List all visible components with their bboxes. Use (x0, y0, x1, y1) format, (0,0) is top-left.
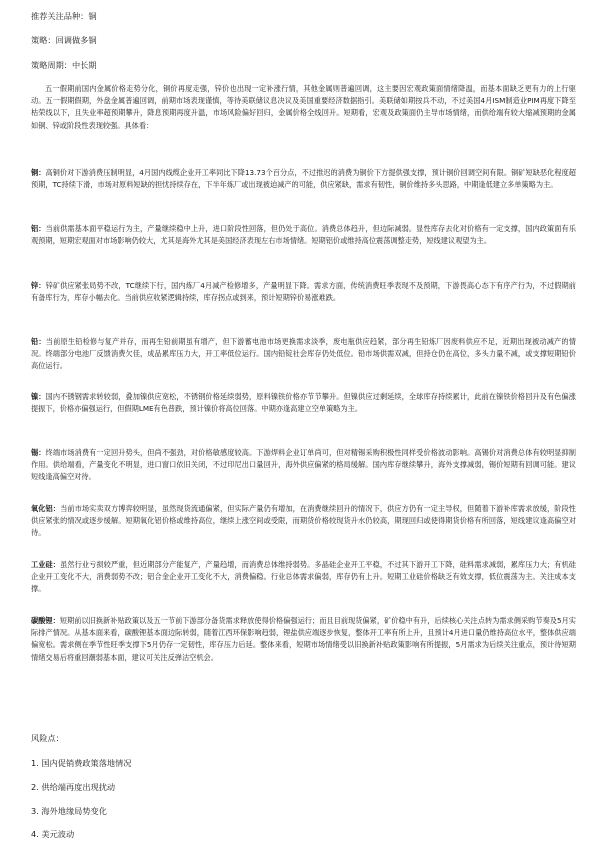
risk-title: 风险点： (31, 733, 64, 743)
metal-text: 国内不锈钢需求转较弱，叠加镍供应宽松，不锈钢价格延续弱势，原料镍铁价格亦节节攀升。但镍供应过剩延续，全球库存持续累计，此前在镍铁价格回升及有色偏涨提振下，价格亦偏强运行，但假期LME有色普跌，预计镍价将高位回落。中期亦逢高建立空单策略为主。 (31, 392, 576, 414)
metal-name: 铅： (31, 337, 46, 346)
recommend-line: 推荐关注品种：铜 (31, 11, 97, 21)
intro-paragraph: 五一假期前国内金属价格走势分化，铜价再度走强，锌价也出现一定补涨行情，其他金属则普遍回调，这主要因宏观政策面情绪降温，而基本面缺乏更有力的上行驱动。五一假期假期，外盘金属普遍回调，前期市场表现谨慎，等待美联储议息决议及美国重要经济数据指引。美联储如期按兵不动，不过美国4月ISM制造业PIM再度下降至枯荣线以下，且失业率超预期攀升，降息预期再度升温，市场风险偏好回归，金属价格全线回升。短期看，宏观及政策面仍主导市场情绪，而供给端有较大缩减预期的金属如铜、锌或阶段性表现较强。具体看： (31, 84, 576, 130)
metal-paragraph-zinc (31, 280, 576, 304)
metal-paragraph-nickel (31, 391, 576, 415)
metal-text: 短期前以旧换新补贴政策以及五一节前下游部分备货需求释放使得价格偏强运行；而且目前现货偏紧，矿价稳中有升，后续核心关注点转为需求侧采购节奏及5月实际排产情况。从基本面来看，碳酸锂基本面边际转弱，随着江西环保影响趋弱，锂盐供应端逐步恢复，整体开工率有所上升，且预计4月进口量仍维持高位水平，整体供应端偏宽松。需求侧在季节性旺季支撑下5月仍存一定韧性，库存压力后延。整体来看，短期市场情绪受以旧换新补贴政策影响有所提振，5月需求为后续关注重点，预计待短期情绪交易后将重回潮弱基本面，建议可关注反弹沽空机会。 (31, 616, 576, 662)
metal-name: 碳酸锂： (31, 616, 60, 625)
metal-paragraph-silicon (31, 559, 576, 596)
metal-name: 铝： (31, 224, 46, 233)
risk-item: 4. 美元波动 (31, 829, 75, 839)
metal-text: 当前原生铅检修与复产并存，而再生铅前期虽有增产，但下游蓄电池市场更换需求淡季，废电瓶供应趋紧，部分再生铅炼厂因废料供应不足，近期出现被动减产的情况。终端部分电池厂反馈消费欠佳，成品累库压力大，开工率低位运行。国内铅锭社会库存仍处低位。铅市场供需双减，但持仓仍在高位，多头力量不减，或支撑短期铅价高位运行。 (31, 337, 576, 371)
metal-text: 高铜价对下游消费压制明显，4月国内线缆企业开工率同比下降13.73个百分点，不过推迟的消费为铜价下方提供强支撑，预计铜价回调空间有限。铜矿短缺恶化程度超预期，TC持续下滑，市场对原料短缺的担忧持续存在，下半年炼厂或出现被迫减产的可能，供应紧缺，需求有韧性，铜价维持多头思路，中期逢低建立多单策略为主。 (31, 168, 576, 190)
metal-name: 镍： (31, 392, 46, 401)
metal-text: 锌矿供应紧张局势不改，TC继续下行，国内炼厂4月减产检修增多，产量明显下降。需求方面，传统消费旺季表现不及预期，下游畏高心态下有序产行为，不过假期前有备库行为，库存小幅去化。当前供应收紧逻辑持续，库存拐点或到来，预计短期锌价易涨难跌。 (31, 281, 576, 303)
risk-item: 3. 海外地缘局势变化 (31, 806, 107, 816)
risk-item: 2. 供给端再度出现扰动 (31, 782, 116, 792)
period-line: 策略周期：中长期 (31, 60, 97, 70)
metal-paragraph-lead (31, 336, 576, 373)
metal-name: 锡： (31, 448, 46, 457)
metal-text: 当前市场实卖双方博弈较明显，虽然现货流通偏紧，但实际产量仍有增加，在消费继续回升的情况下，供应方仍有一定主导权，但随着下游补库需求放缓，阶段性供应紧张的情况或逐步缓解。短期氧化铝价格或维持高位，继续上涨空间或受限，而期货价格较现货升水仍较高，期现回归或使得期货价格有所回落，短线建议逢高偏空对待。 (31, 504, 576, 538)
metal-text: 当前供需基本面平稳运行为主，产量继续稳中上升，进口阶段性回落，但仍处于高位。消费总体趋升，但边际减弱。显性库存去化对价格有一定支撑，国内政策面有乐观预期，短期宏观面对市场影响仍较大，尤其是海外尤其是美国经济表现左右市场情绪。短期铝价或维持高位震荡调整走势，短线建议观望为主。 (31, 224, 576, 246)
metal-paragraph-aluminum (31, 223, 576, 247)
metal-paragraph-tin (31, 447, 576, 484)
metal-name: 铜： (31, 168, 46, 177)
strategy-line: 策略：回调做多铜 (31, 35, 97, 45)
metal-name: 工业硅： (31, 560, 61, 569)
metal-paragraph-alumina (31, 503, 576, 540)
metal-text: 终端市场消费有一定回升势头，但尚不强劲，对价格敏感度较高。下游焊料企业订单尚可，但对精锡采购积极性同样受价格波动影响。高锡价对消费总体有较明显抑制作用。供给端看，产量变化不明显，进口窗口依旧关闭，不过印尼出口量回升，海外供应偏紧的格局缓解。国内库存继续攀升，海外支撑减弱，锡价短期有回调可能。建议短线逢高偏空对待。 (31, 448, 576, 482)
metal-name: 氧化铝： (31, 504, 61, 513)
metal-text: 虽然行业亏损较严重，但近期部分产能复产，产量趋增，而消费总体维持弱势。多晶硅企业开工平稳，不过其下游开工下降，硅料需求减弱，累库压力大；有机硅企业开工变化不大，消费弱势不改；铝合金企业开工变化不大，消费偏稳。行业总体需求偏弱，库存仍有上升。短期工业硅价格缺乏有效支撑，低位震荡为主。关注成本支撑。 (31, 560, 576, 594)
metal-paragraph-copper (31, 167, 576, 191)
metal-name: 锌： (31, 281, 46, 290)
metal-paragraph-lithium (31, 615, 576, 664)
risk-item: 1. 国内促销费政策落地情况 (31, 758, 132, 768)
